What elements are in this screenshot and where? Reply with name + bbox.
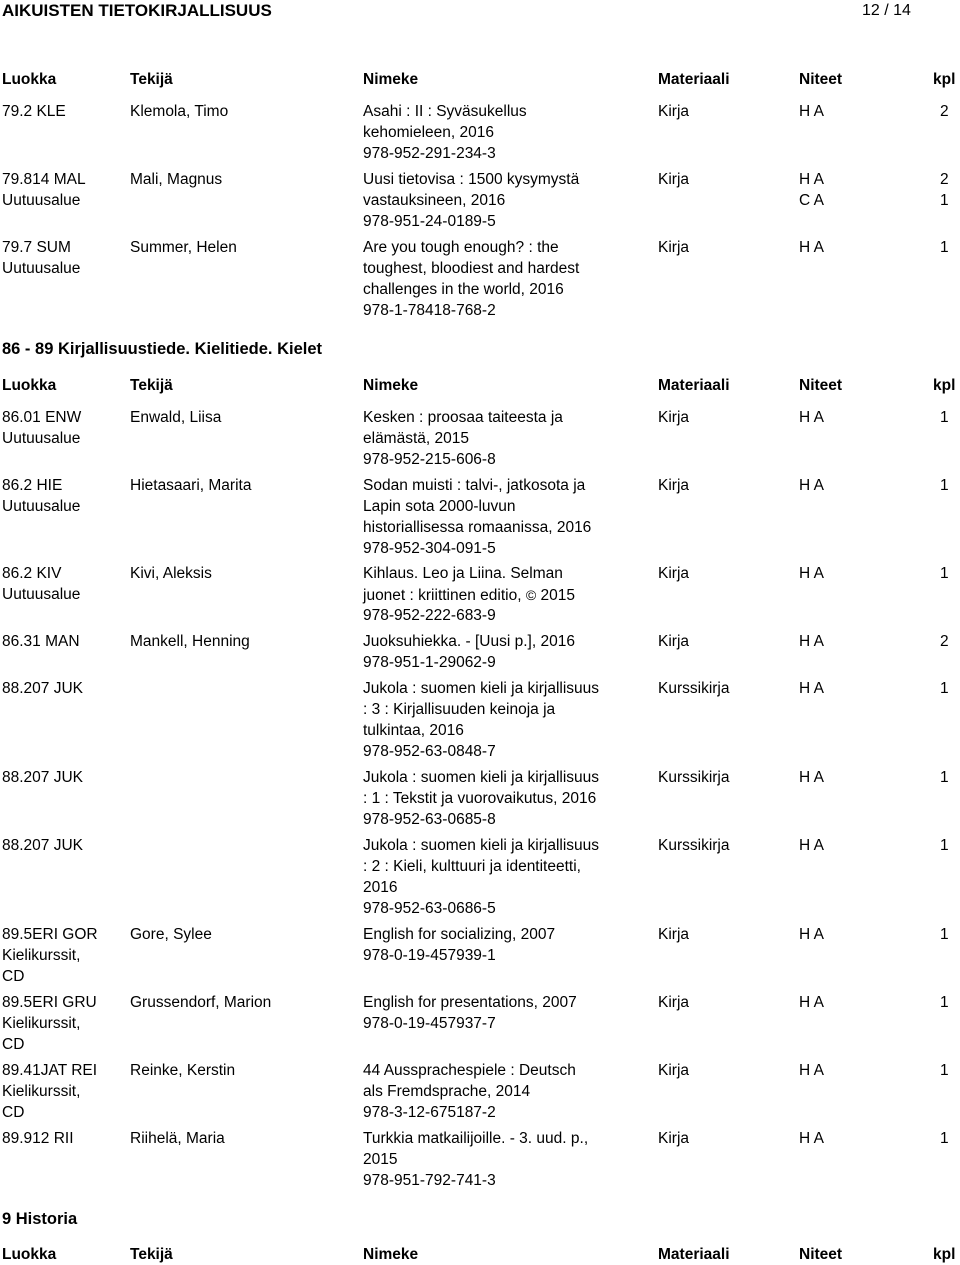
row-niteet: H A [799,926,824,943]
row-nimeke: Jukola : suomen kieli ja kirjallisuus : 2 : Kieli, kulttuuri ja identiteetti, 2016 978-952-63-0686-5 [363,837,600,917]
col-kpl: kpl [933,71,956,88]
col-materiaali: Materiaali [658,71,730,88]
row-luokka: 88.207 JUK [2,837,83,854]
row-niteet: H A [799,409,824,426]
page-total: 14 [893,2,911,19]
row-tekija: Hietasaari, Marita [130,477,252,494]
col-kpl: kpl [933,377,956,394]
row-tekija: Riihelä, Maria [130,1130,225,1147]
row-tekija: Klemola, Timo [130,103,229,120]
row-kpl: 1 [940,769,949,786]
row-materiaali: Kurssikirja [658,769,730,786]
copyright-symbol: © [525,587,537,603]
page-title: AIKUISTEN TIETOKIRJALLISUUS [2,1,272,20]
row-materiaali: Kirja [658,409,690,426]
col-materiaali: Materiaali [658,377,730,394]
row-luokka: 89.41JAT REI Kielikurssit, CD [2,1062,98,1121]
row-materiaali: Kirja [658,1130,690,1147]
col-nimeke: Nimeke [363,1246,419,1263]
row-nimeke: Asahi : II : Syväsukellus kehomieleen, 2016 978-952-291-234-3 [363,103,527,162]
row-kpl: 1 [940,565,949,582]
row-nimeke: Uusi tietovisa : 1500 kysymystä vastauksineen, 2016 978-951-24-0189-5 [363,171,580,230]
row-niteet: H A [799,633,824,650]
page-counter [862,1,911,21]
row-niteet: H A [799,477,824,494]
row-luokka: 86.31 MAN [2,633,80,650]
row-tekija: Mali, Magnus [130,171,223,188]
row-materiaali: Kirja [658,477,690,494]
row-niteet: H A [799,994,824,1011]
row-materiaali: Kirja [658,633,690,650]
col-nimeke: Nimeke [363,377,419,394]
row-luokka: 89.5ERI GOR Kielikurssit, CD [2,926,98,985]
row-niteet: H A [799,239,824,256]
row-materiaali: Kirja [658,565,690,582]
row-niteet: H A [799,1062,824,1079]
col-niteet: Niteet [799,377,843,394]
row-luokka: 88.207 JUK [2,769,83,786]
row-niteet: H A [799,837,824,854]
row-kpl: 1 [940,477,949,494]
row-materiaali: Kirja [658,103,690,120]
row-materiaali: Kirja [658,926,690,943]
row-nimeke: English for socializing, 2007 978-0-19-457939-1 [363,926,556,964]
row-nimeke: Kesken : proosaa taiteesta ja elämästä, 2015 978-952-215-606-8 [363,409,563,468]
col-tekija: Tekijä [130,71,173,88]
row-niteet: H A [799,769,824,786]
row-niteet: H A [799,565,824,582]
row-tekija: Gore, Sylee [130,926,212,943]
col-tekija: Tekijä [130,377,173,394]
col-luokka: Luokka [2,1246,57,1263]
row-kpl: 1 [940,1062,949,1079]
row-materiaali: Kirja [658,994,690,1011]
row-niteet: H A [799,680,824,697]
row-niteet: H A C A [799,171,824,209]
row-nimeke: Turkkia matkailijoille. - 3. uud. p., 2015 978-951-792-741-3 [363,1130,589,1189]
row-kpl: 2 [940,633,949,650]
row-kpl: 2 [940,103,949,120]
row-kpl: 1 [940,837,949,854]
row-kpl: 1 [940,680,949,697]
col-nimeke: Nimeke [363,71,419,88]
page-number: 12 [862,2,880,19]
col-niteet: Niteet [799,1246,843,1263]
row-materiaali: Kurssikirja [658,680,730,697]
row-kpl: 1 [940,409,949,426]
row-tekija: Kivi, Aleksis [130,565,212,582]
row-luokka: 79.2 KLE [2,103,66,120]
section-title: 9 Historia [2,1210,78,1228]
row-luokka: 79.7 SUM Uutuusalue [2,239,81,277]
row-luokka: 89.5ERI GRU Kielikurssit, CD [2,994,97,1053]
row-luokka: 86.2 KIV Uutuusalue [2,565,81,603]
row-kpl: 1 [940,926,949,943]
row-nimeke: Jukola : suomen kieli ja kirjallisuus : 3 : Kirjallisuuden keinoja ja tulkintaa, 2016 978-952-63-0848-7 [363,680,600,760]
row-luokka: 86.2 HIE Uutuusalue [2,477,81,515]
row-materiaali: Kirja [658,171,690,188]
col-tekija: Tekijä [130,1246,173,1263]
row-nimeke: Juoksuhiekka. - [Uusi p.], 2016 978-951-1-29062-9 [363,633,575,671]
row-materiaali: Kirja [658,1062,690,1079]
row-tekija: Enwald, Liisa [130,409,222,426]
row-niteet: H A [799,103,824,120]
row-kpl: 2 1 [940,171,949,209]
row-nimeke: Are you tough enough? : the toughest, bloodiest and hardest challenges in the world, 2016 978-1-78418-768-2 [363,239,580,319]
row-luokka: 86.01 ENW Uutuusalue [2,409,82,447]
col-niteet: Niteet [799,71,843,88]
row-nimeke: Jukola : suomen kieli ja kirjallisuus : 1 : Tekstit ja vuorovaikutus, 2016 978-952-63-0685-8 [363,769,600,828]
col-luokka: Luokka [2,71,57,88]
row-tekija: Reinke, Kerstin [130,1062,236,1079]
row-nimeke: Sodan muisti : talvi-, jatkosota ja Lapin sota 2000-luvun historiallisessa romaanissa, 2016 978-952-304-091-5 [363,477,592,557]
row-nimeke: English for presentations, 2007 978-0-19-457937-7 [363,994,577,1032]
col-luokka: Luokka [2,377,57,394]
col-materiaali: Materiaali [658,1246,730,1263]
row-materiaali: Kirja [658,239,690,256]
row-nimeke: 44 Aussprachespiele : Deutsch als Fremdsprache, 2014 978-3-12-675187-2 [363,1062,576,1121]
row-kpl: 1 [940,1130,949,1147]
row-luokka: 79.814 MAL Uutuusalue [2,171,86,209]
section-title: 86 - 89 Kirjallisuustiede. Kielitiede. Kielet [2,340,323,358]
col-kpl: kpl [933,1246,956,1263]
row-niteet: H A [799,1130,824,1147]
row-nimeke: Kihlaus. Leo ja Liina. Selman juonet : kriittinen editio, © 2015 978-952-222-683-9 [363,565,575,624]
row-kpl: 1 [940,239,949,256]
row-materiaali: Kurssikirja [658,837,730,854]
row-luokka: 89.912 RII [2,1130,74,1147]
row-tekija: Mankell, Henning [130,633,250,650]
page-separator: / [884,2,889,19]
row-tekija: Summer, Helen [130,239,237,256]
row-luokka: 88.207 JUK [2,680,83,697]
row-kpl: 1 [940,994,949,1011]
row-tekija: Grussendorf, Marion [130,994,272,1011]
